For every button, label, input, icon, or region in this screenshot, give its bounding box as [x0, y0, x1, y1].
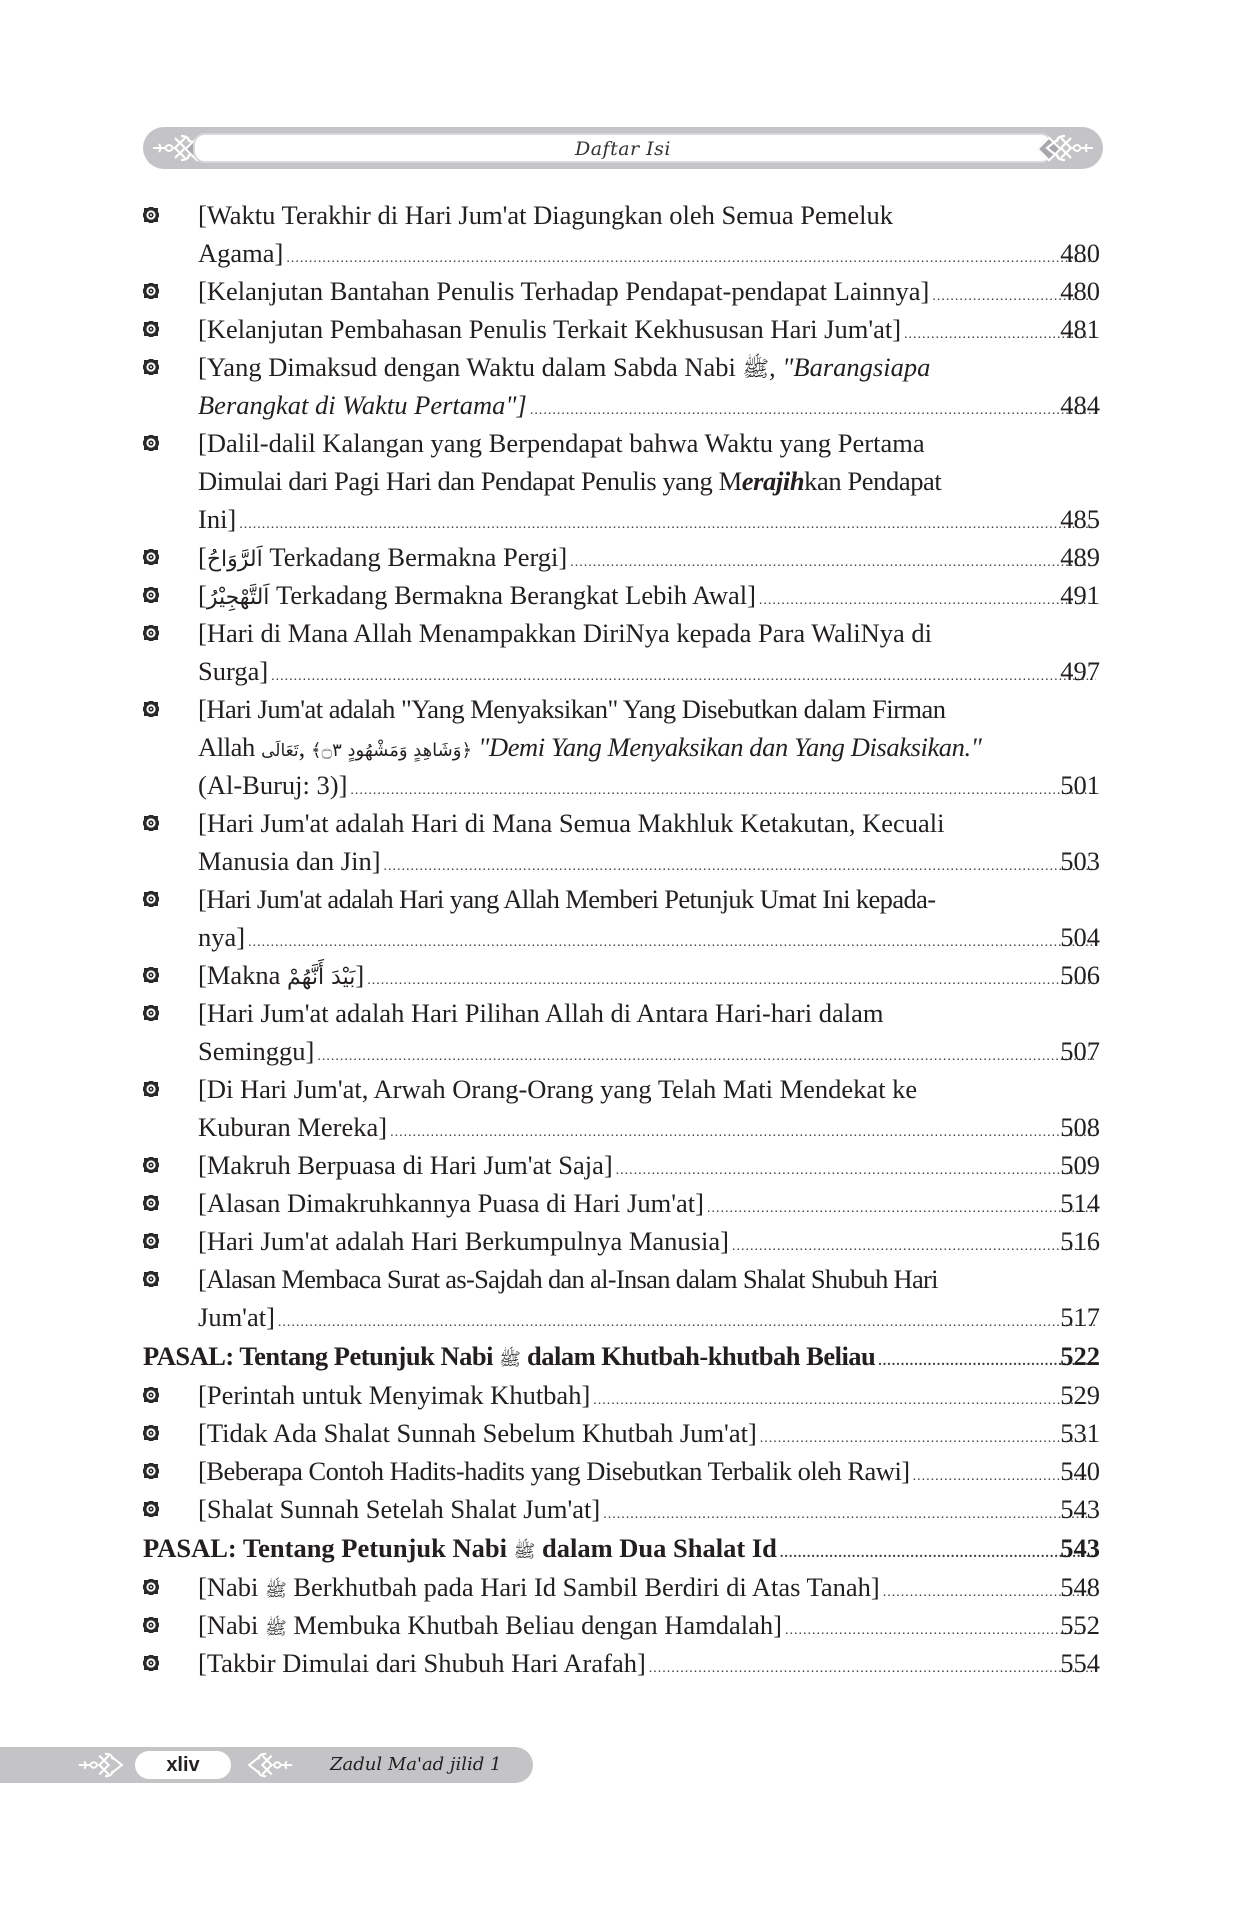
- bullet-icon: [143, 359, 159, 375]
- page-number: 543: [1060, 1533, 1100, 1563]
- entry-text: [Di Hari Jum'at, Arwah Orang-Orang yang Telah Mati Mendekat ke: [198, 1074, 918, 1104]
- salawat-glyph: ﷺ: [742, 357, 770, 382]
- toc-entry[interactable]: [0, 1568, 1248, 1606]
- entry-text: [Beberapa Contoh Hadits-hadits yang Disebutkan Terbalik oleh Rawi]: [198, 1456, 910, 1486]
- entry-text: [Makruh Berpuasa di Hari Jum'at Saja]: [198, 1150, 613, 1180]
- entry-text: Allah: [198, 732, 255, 762]
- entry-text: [Tidak Ada Shalat Sunnah Sebelum Khutbah Jum'at]: [198, 1418, 757, 1448]
- arabic-term: بَيْدَ أَنَّهُمْ: [287, 965, 356, 990]
- entry-text: [Waktu Terakhir di Hari Jum'at Diagungkan oleh Semua Pemeluk: [198, 200, 894, 230]
- entry-text: [Hari Jum'at adalah Hari yang Allah Memberi Petunjuk Umat Ini kepada-: [198, 884, 936, 914]
- page-number: 554: [1060, 1648, 1100, 1678]
- page-number: 481: [1060, 314, 1100, 344]
- toc-entry[interactable]: [0, 348, 1248, 424]
- entry-text: [Hari Jum'at adalah Hari Berkumpulnya Manusia]: [198, 1226, 729, 1256]
- bullet-icon: [143, 1081, 159, 1097]
- page-label: xliv: [135, 1751, 231, 1779]
- page-number: 531: [1060, 1418, 1100, 1448]
- arabic-term: اَلتَّهْجِيْرُ: [206, 585, 270, 610]
- entry-text: nya]: [198, 922, 246, 952]
- entry-quote: , "Barangsiapa: [769, 352, 931, 382]
- bullet-icon: [143, 1655, 159, 1671]
- entry-text: [Perintah untuk Menyimak Khutbah]: [198, 1380, 591, 1410]
- salawat-glyph: ﷺ: [264, 1618, 287, 1639]
- header-title: Daftar Isi: [574, 138, 671, 160]
- section-text: PASAL: Tentang Petunjuk Nabi: [143, 1533, 507, 1563]
- arabic-term: اَلرَّوَاحُ: [206, 547, 263, 572]
- section-text: dalam Khutbah-khutbah Beliau: [526, 1341, 876, 1371]
- page-number: 543: [1060, 1494, 1100, 1524]
- entry-text: [Makna: [198, 960, 281, 990]
- entry-text: Surga]: [198, 656, 269, 686]
- entry-text: ]: [355, 960, 365, 990]
- toc-entry[interactable]: [0, 1452, 1248, 1490]
- bullet-icon: [143, 625, 159, 641]
- entry-text: Agama]: [198, 238, 284, 268]
- entry-text: [Dalil-dalil Kalangan yang Berpendapat bahwa Waktu yang Pertama: [198, 428, 925, 458]
- toc-entry[interactable]: [0, 956, 1248, 994]
- toc-entry[interactable]: [0, 1146, 1248, 1184]
- page-number: 517: [1060, 1302, 1100, 1332]
- page-number: 484: [1060, 390, 1100, 420]
- toc-entry[interactable]: [Hari Jum'at adalah "Yang Menyaksikan" Yang Disebutkan dalam Firman Allah تَعَالَى , ﴿وَشَاهِدٍ وَمَشْهُودٍ ۝٣﴾ "Demi Yang Menyaksikan dan Yang Disaksikan." (Al-Buruj: 3)] ..... 501: [0, 690, 1248, 804]
- ornament-right-icon: [1037, 132, 1095, 164]
- bullet-icon: [143, 1005, 159, 1021]
- toc-entry[interactable]: [0, 576, 1248, 614]
- bullet-icon: [143, 1387, 159, 1403]
- page-number: 489: [1060, 542, 1100, 572]
- page-number: 552: [1060, 1610, 1100, 1640]
- entry-text: Dimulai dari Pagi Hari dan Pendapat Penulis yang M: [198, 466, 742, 496]
- section-text: dalam Dua Shalat Id: [541, 1533, 777, 1563]
- entry-text: [: [198, 542, 207, 572]
- page-number: 506: [1060, 960, 1100, 990]
- salawat-glyph: ﷺ: [513, 1541, 536, 1562]
- verse-translation: "Demi Yang Menyaksikan dan Yang Disaksikan.": [478, 732, 982, 762]
- page-number: 507: [1060, 1036, 1100, 1066]
- salawat-glyph: ﷺ: [499, 1349, 521, 1370]
- toc-entry[interactable]: [0, 272, 1248, 310]
- bullet-icon: [143, 1195, 159, 1211]
- bullet-icon: [143, 1271, 159, 1287]
- bullet-icon: [143, 1617, 159, 1633]
- toc-entry[interactable]: [0, 538, 1248, 576]
- page-number: 522: [1060, 1341, 1100, 1371]
- bullet-icon: [143, 701, 159, 717]
- bullet-icon: [143, 207, 159, 223]
- ornament-right-icon: [238, 1750, 296, 1780]
- bullet-icon: [143, 587, 159, 603]
- toc-section[interactable]: [0, 1528, 1248, 1568]
- entry-text: [Yang Dimaksud dengan Waktu dalam Sabda Nabi: [198, 352, 736, 382]
- page-number: 503: [1060, 846, 1100, 876]
- entry-text: Berkhutbah pada Hari Id Sambil Berdiri di Atas Tanah]: [293, 1572, 880, 1602]
- toc-entry[interactable]: [0, 1184, 1248, 1222]
- bullet-icon: [143, 815, 159, 831]
- toc-entry[interactable]: [0, 1490, 1248, 1528]
- entry-emphasis: erajih: [741, 466, 805, 496]
- page-number: 514: [1060, 1188, 1100, 1218]
- entry-text: [: [198, 580, 207, 610]
- page-number: 480: [1060, 238, 1100, 268]
- toc-entry[interactable]: [0, 1222, 1248, 1260]
- entry-text: [Kelanjutan Pembahasan Penulis Terkait Kekhususan Hari Jum'at]: [198, 314, 902, 344]
- toc-entry[interactable]: [0, 196, 1248, 272]
- entry-text: Ini]: [198, 504, 237, 534]
- entry-text: Membuka Khutbah Beliau dengan Hamdalah]: [293, 1610, 782, 1640]
- entry-text: Kuburan Mereka]: [198, 1112, 388, 1142]
- entry-text: [Alasan Dimakruhkannya Puasa di Hari Jum'at]: [198, 1188, 704, 1218]
- running-header: [143, 127, 1103, 169]
- page-number: 497: [1060, 656, 1100, 686]
- entry-text: Seminggu]: [198, 1036, 315, 1066]
- toc-entry[interactable]: [0, 1606, 1248, 1644]
- entry-text: [Hari di Mana Allah Menampakkan DiriNya kepada Para WaliNya di: [198, 618, 932, 648]
- bullet-icon: [143, 1233, 159, 1249]
- page-number: 509: [1060, 1150, 1100, 1180]
- bullet-icon: [143, 1579, 159, 1595]
- dot-leader: [649, 1650, 1096, 1688]
- toc-entry[interactable]: [0, 1070, 1248, 1146]
- entry-text: [Takbir Dimulai dari Shubuh Hari Arafah]: [198, 1648, 646, 1678]
- page-number: 529: [1060, 1380, 1100, 1410]
- toc-entry[interactable]: [0, 1376, 1248, 1414]
- salawat-glyph: ﷺ: [264, 1580, 287, 1601]
- page-number: 491: [1060, 580, 1100, 610]
- bullet-icon: [143, 1501, 159, 1517]
- bullet-icon: [143, 1463, 159, 1479]
- bullet-icon: [143, 967, 159, 983]
- toc-entry[interactable]: [0, 1644, 1248, 1682]
- entry-text: Terkadang Bermakna Pergi]: [269, 542, 568, 572]
- entry-text: Jum'at]: [198, 1302, 275, 1332]
- arabic-taala: تَعَالَى: [261, 741, 299, 761]
- entry-text: Terkadang Bermakna Berangkat Lebih Awal]: [276, 580, 756, 610]
- entry-text: (Al-Buruj: 3)]: [198, 770, 348, 800]
- page-number: 485: [1060, 504, 1100, 534]
- page-number: 548: [1060, 1572, 1100, 1602]
- running-footer: [0, 1747, 533, 1783]
- entry-text: Manusia dan Jin]: [198, 846, 381, 876]
- entry-text: [Kelanjutan Bantahan Penulis Terhadap Pendapat-pendapat Lainnya]: [198, 276, 930, 306]
- book-title: Zadul Ma'ad jilid 1: [330, 1754, 502, 1775]
- toc-entry[interactable]: [0, 310, 1248, 348]
- entry-text: [Hari Jum'at adalah Hari di Mana Semua Makhluk Ketakutan, Kecuali: [198, 808, 945, 838]
- page-number: 480: [1060, 276, 1100, 306]
- toc-entry[interactable]: [0, 424, 1248, 538]
- bullet-icon: [143, 549, 159, 565]
- bullet-icon: [143, 1157, 159, 1173]
- toc-entry[interactable]: [0, 1414, 1248, 1452]
- ornament-left-icon: [75, 1750, 133, 1780]
- header-title-frame: [193, 133, 1053, 163]
- page-number: 504: [1060, 922, 1100, 952]
- section-text: PASAL: Tentang Petunjuk Nabi: [143, 1341, 493, 1371]
- entry-text: [Nabi: [198, 1572, 259, 1602]
- bullet-icon: [143, 283, 159, 299]
- entry-text: Berangkat di Waktu Pertama"]: [198, 390, 527, 420]
- entry-text: [Hari Jum'at adalah Hari Pilihan Allah di Antara Hari-hari dalam: [198, 998, 884, 1028]
- entry-text: [Shalat Sunnah Setelah Shalat Jum'at]: [198, 1494, 601, 1524]
- entry-text: [Hari Jum'at adalah "Yang Menyaksikan" Yang Disebutkan dalam Firman: [198, 694, 946, 724]
- page-number: 516: [1060, 1226, 1100, 1256]
- bullet-icon: [143, 321, 159, 337]
- toc-entry[interactable]: [0, 994, 1248, 1070]
- table-of-contents: [0, 196, 1248, 1682]
- bullet-icon: [143, 435, 159, 451]
- page-number: 508: [1060, 1112, 1100, 1142]
- toc-section[interactable]: [0, 1336, 1248, 1376]
- bullet-icon: [143, 891, 159, 907]
- entry-text: [Nabi: [198, 1610, 259, 1640]
- entry-text: kan Pendapat: [804, 466, 942, 496]
- toc-entry[interactable]: [0, 880, 1248, 956]
- toc-entry[interactable]: [0, 614, 1248, 690]
- page-number: 501: [1060, 770, 1100, 800]
- page-number: 540: [1060, 1456, 1100, 1486]
- entry-text: [Alasan Membaca Surat as-Sajdah dan al-Insan dalam Shalat Shubuh Hari: [198, 1264, 938, 1294]
- toc-entry[interactable]: [0, 804, 1248, 880]
- quran-verse: ﴿وَشَاهِدٍ وَمَشْهُودٍ ۝٣﴾: [311, 740, 472, 761]
- bullet-icon: [143, 1425, 159, 1441]
- toc-entry[interactable]: [0, 1260, 1248, 1336]
